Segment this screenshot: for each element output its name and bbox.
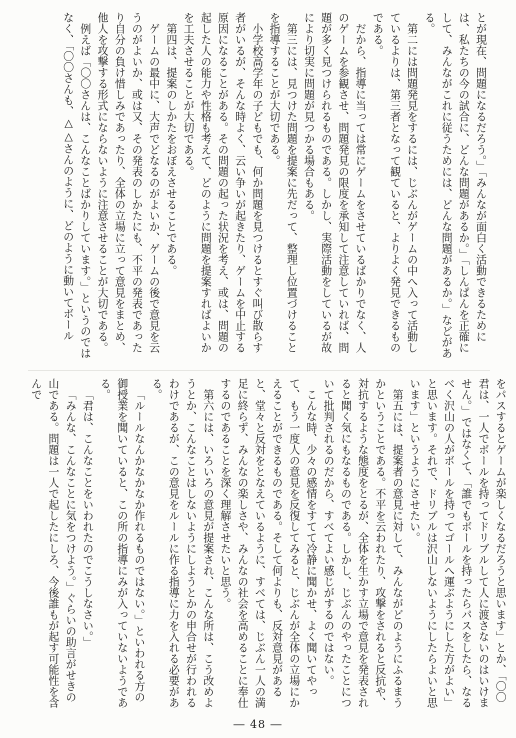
paragraph: をパスするとゲームが楽しくなるだろうと思います」とか、「〇〇君は、一人でボールを持ってドリブルして人に渡さないのはいけません。」ではなくて、「誰でもボールを持ったらパスをしたら、なるべく沢山の人がボールを持ってゴールへ運ぶようにした方がよい」と思います。それで、ドリブルは沢山しないようにしたらよいと思います」というようにさせたい。: [408, 378, 508, 709]
paragraph: 「みんな、こんなことに気をつけよう。」ぐらいの助言がせきの山である。問題は一人で起したにしろ、今後誰もが起す可能性を含んで: [30, 378, 78, 708]
lower-text-block: [28, 378, 508, 710]
paragraph: 第三には、見つけた問題を提案に先だって、整理し位置づけることを指導することが大切である。: [268, 12, 299, 353]
section-divider: [28, 370, 490, 371]
paragraph: とが現在、問題になるだろう。」「みんなが面白く活動できるためには、私たちの今の試合に、どんな問題があるか。」「しんぱんを正確にして、みんながこれに従うためには、どんな問題があるか。」などがある。: [423, 12, 488, 359]
paragraph: 小学校高学年の子どもでも、何か問題を見つけるとすぐ叫び散らす者がいるが、そんな時よく、云い争いが起きたり、ゲームを中止する原因になることがある。その問題の起った状況を考え、或は、問題の起した人の能力や性格も考えて、どのように問題を提案すればよいかを工夫させることが大切である。: [182, 12, 265, 353]
paragraph: 「君は、こんなことをいわれたのでこうしなさい。」: [81, 388, 95, 648]
paragraph: だから、指導に当っては常にゲームをさせているばかりでなく、人のゲームを参観させ、問題発見の限度を承知して注意していれば、問題が多く見つけられるものである。しかし、実際活動をしているが故により切実に問題が見つかる場合もある。: [302, 12, 368, 353]
paragraph: 第四は、提案のしかたをおぼえさせることである。: [165, 22, 179, 276]
upper-text-block: [28, 12, 490, 362]
paragraph: 第六には、いろいろの意見が提案され、こんな所は、こう改めようとか、こんなことはしないようにしようとかの申合せが行われるわけであるが、この意見をルールに作る指導に力を入れる必要がある。: [150, 378, 216, 708]
paragraph: 第二には問題発見をするには、じぶんがゲームの中へ入って活動しているよりは、第三者となって観ていると、よりよく発見できるものである。: [371, 12, 420, 353]
paragraph: こんな時、少々の感情をすてて冷静に聞かせ、よく聞いてやって、もう一度人の意見を反復してみると、じぶんが全体の立場にかえることができるものである。そして何よりも、反対意見があると、堂々と反対をとなえているように、すべては、じぶん一人の満足に終らず、みんなの楽しさや、みんなの社会を高めることに奉仕するのであることを深く理解させたいと思う。: [219, 378, 319, 708]
lower-vertical-text: [28, 378, 510, 710]
paragraph: 「ルールなんかなかなか作れるものではない。」といわれる方の御授業を聞いていると、この所の指導にみが入っていないようである。: [99, 378, 147, 708]
upper-vertical-text: [60, 12, 490, 362]
page-number: ― 48 ―: [233, 718, 283, 731]
paragraph: 第五には、提案者の意見に対して、みんながどのようにふるまうかということである。不平を云われたり、攻撃をされると反抗や、対抗するような態度をとるが、全体を生かす立場で意見を発表されると聞く気にもなるものである。しかし、じぶんのやったことについて批判されるのだから、すべてよい感じがするのではない。: [322, 378, 405, 708]
paragraph: ゲームの最中に、大声でどなるのがよいか、ゲームの後で意見を云うのがよいか、或は又、その発表のしかたにも、不平の発表であったり自分の負け惜しみであったり、全体の立場に立って意見をまとめ、他人を攻撃する形式にならないように注意させることが大切である。: [96, 12, 162, 353]
paragraph: 例えば「〇〇さんは、こんなことばかりしています。」というのではなく、「〇〇さんも、△△さんのように、どのように動いてボール: [62, 12, 93, 359]
